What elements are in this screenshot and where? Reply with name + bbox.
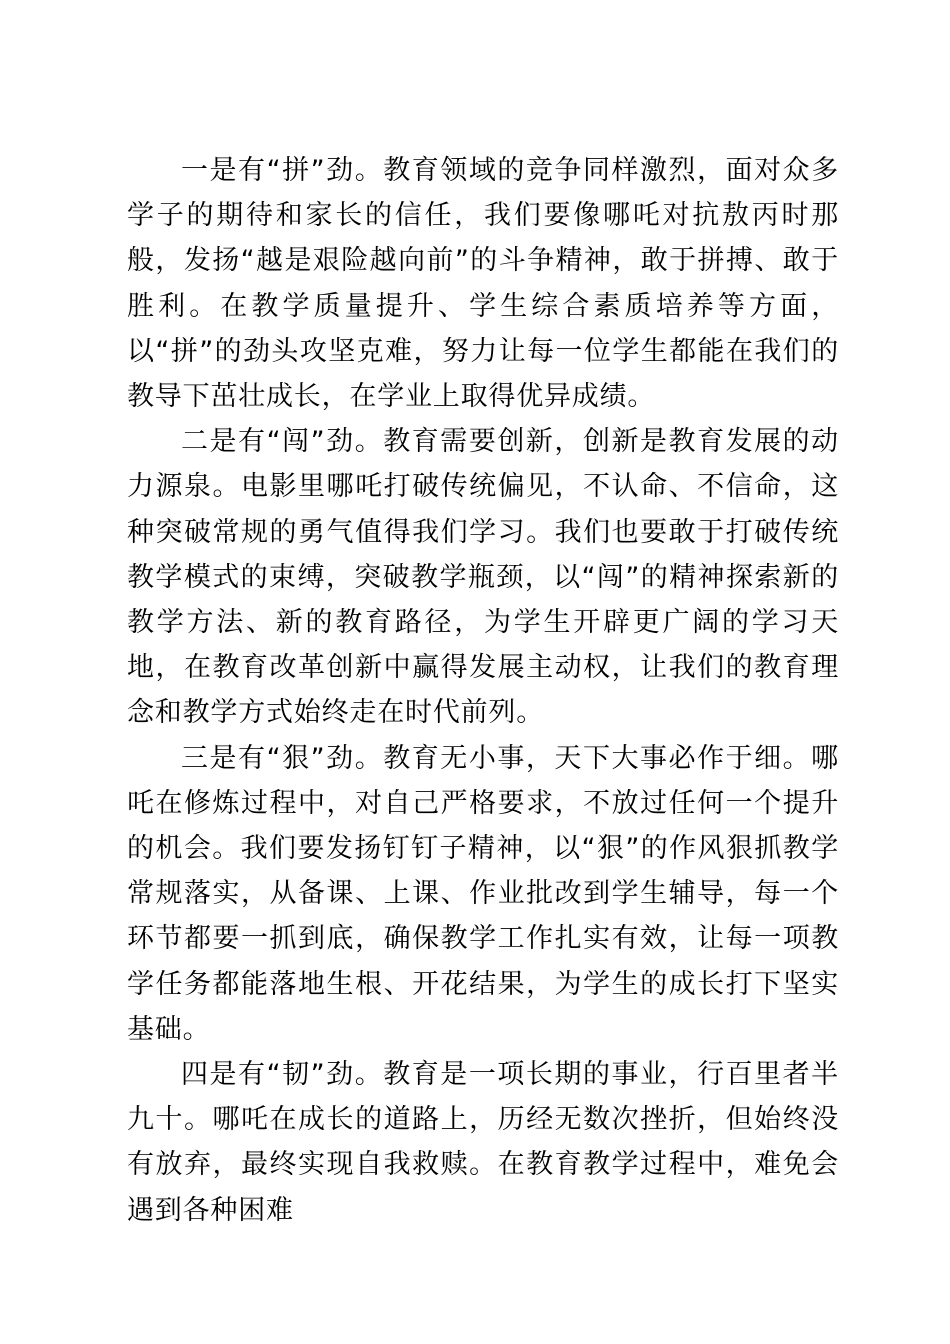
paragraph-ren: 四是有“韧”劲。教育是一项长期的事业，行百里者半九十。哪吒在成长的道路上，历经无数次挫折，但始终没有放弃，最终实现自我救赎。在教育教学过程中，难免会遇到各种困难 (127, 1059, 839, 1226)
paragraph-chuang: 二是有“闯”劲。教育需要创新，创新是教育发展的动力源泉。电影里哪吒打破传统偏见，不认命、不信命，这种突破常规的勇气值得我们学习。我们也要敢于打破传统教学模式的束缚，突破教学瓶颈，以“闯”的精神探索新的教学方法、新的教育路径，为学生开辟更广阔的学习天地，在教育改革创新中赢得发展主动权，让我们的教育理念和教学方式始终走在时代前列。 (127, 426, 839, 729)
document-body (127, 148, 839, 1233)
paragraph-hen: 三是有“狠”劲。教育无小事，天下大事必作于细。哪吒在修炼过程中，对自己严格要求，不放过任何一个提升的机会。我们要发扬钉钉子精神，以“狠”的作风狠抓教学常规落实，从备课、上课、作业批改到学生辅导，每一个环节都要一抓到底，确保教学工作扎实有效，让每一项教学任务都能落地生根、开花结果，为学生的成长打下坚实基础。 (127, 742, 839, 1045)
paragraph-pin: 一是有“拼”劲。教育领域的竞争同样激烈，面对众多学子的期待和家长的信任，我们要像哪吒对抗敖丙时那般，发扬“越是艰险越向前”的斗争精神，敢于拼搏、敢于胜利。在教学质量提升、学生综合素质培养等方面，以“拼”的劲头攻坚克难，努力让每一位学生都能在我们的教导下茁壮成长，在学业上取得优异成绩。 (127, 155, 839, 413)
